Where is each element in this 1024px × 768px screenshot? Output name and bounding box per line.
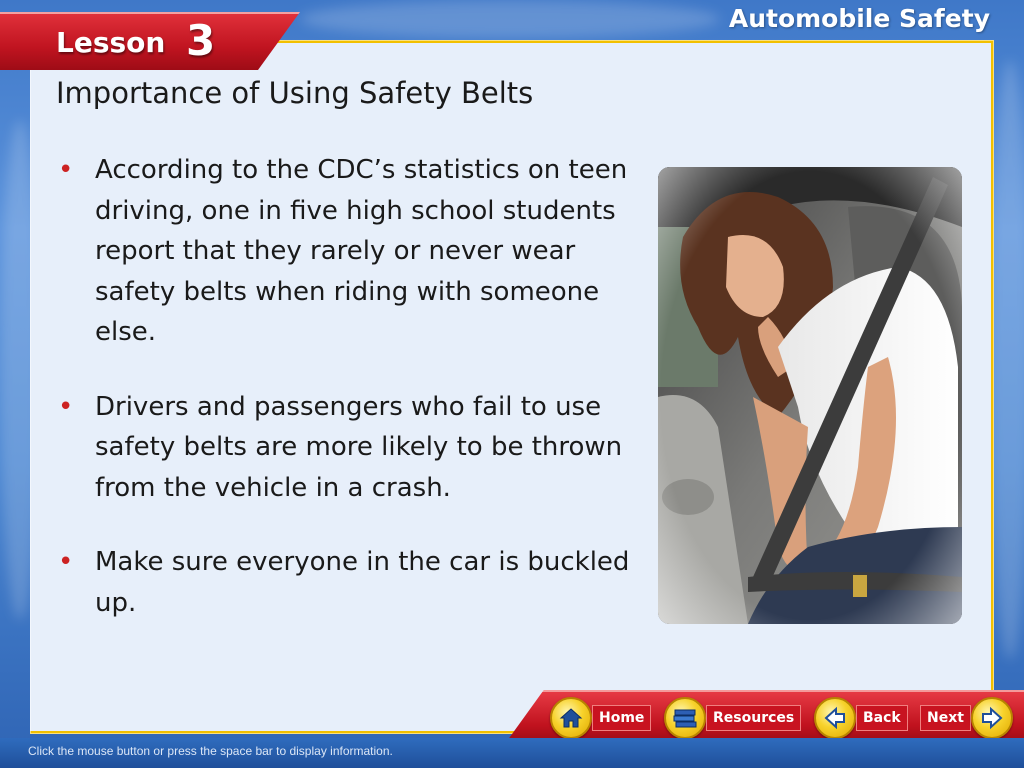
bullet-text: Drivers and passengers who fail to use safety belts are more likely to be thrown from the vehicle in a crash. <box>95 391 623 503</box>
back-button[interactable] <box>814 697 908 739</box>
sky-cloud <box>300 0 720 38</box>
lesson-label: Lesson <box>56 26 166 59</box>
bullet-list <box>58 150 638 657</box>
lesson-number: 3 <box>186 16 216 65</box>
seatbelt-photo <box>658 167 962 624</box>
bullet-item <box>58 150 638 353</box>
seatbelt-photo-illustration <box>658 167 962 624</box>
back-label: Back <box>856 705 908 731</box>
home-button[interactable] <box>550 697 651 739</box>
next-button[interactable] <box>920 697 1013 739</box>
resources-button[interactable] <box>664 697 801 739</box>
footer-hint: Click the mouse button or press the space bar to display information. <box>28 744 393 758</box>
bullet-text: According to the CDC’s statistics on teen driving, one in five high school students report that they rarely or never wear safety belts when riding with someone else. <box>95 155 628 347</box>
home-icon <box>550 697 592 739</box>
bullet-marker: • <box>58 155 74 185</box>
bullet-marker: • <box>58 391 74 422</box>
home-label: Home <box>592 705 651 731</box>
arrow-right-icon <box>971 697 1013 739</box>
bullet-text: Make sure everyone in the car is buckled up. <box>95 547 630 618</box>
slide-title: Importance of Using Safety Belts <box>56 76 534 110</box>
next-label: Next <box>920 705 971 731</box>
bullet-item <box>58 387 638 509</box>
bullet-item <box>58 542 638 623</box>
arrow-left-icon <box>814 697 856 739</box>
course-title: Automobile Safety <box>728 4 990 33</box>
bullet-marker: • <box>58 547 74 577</box>
sky-cloud <box>990 60 1024 660</box>
resources-label: Resources <box>706 705 801 731</box>
books-icon <box>664 697 706 739</box>
